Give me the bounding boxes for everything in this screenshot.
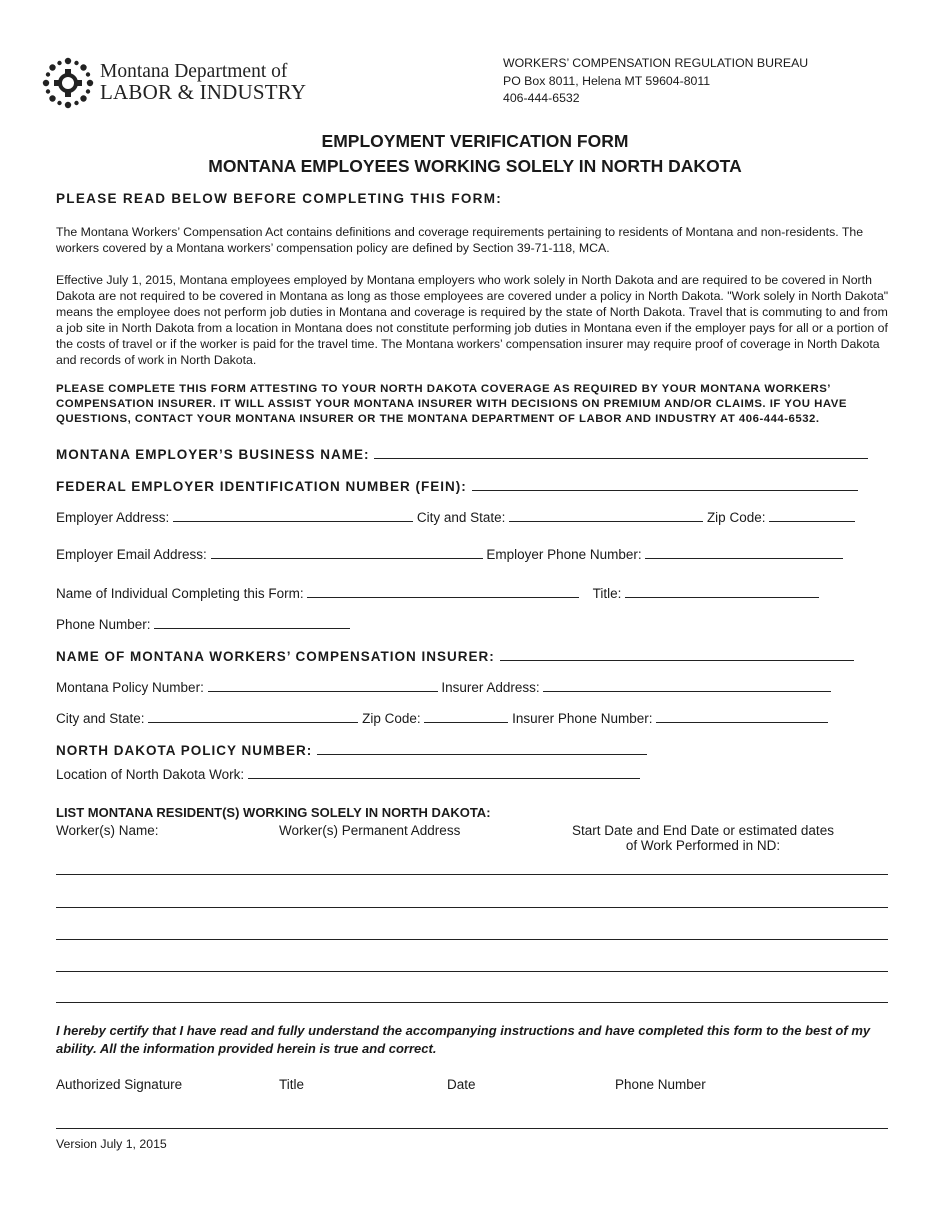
individual-title-field[interactable] (625, 585, 819, 598)
employer-address-row (56, 509, 855, 525)
nd-policy-row (56, 742, 647, 758)
sig-label-date: Date (447, 1077, 476, 1092)
business-name-row (56, 446, 868, 462)
insurer-name-field[interactable] (500, 648, 854, 661)
nd-location-label: Location of North Dakota Work: (56, 767, 245, 782)
insurer-zip-label: Zip Code: (362, 711, 421, 726)
insurer-phone-label: Insurer Phone Number: (512, 711, 653, 726)
version-footer: Version July 1, 2015 (56, 1137, 167, 1151)
employer-phone-field[interactable] (645, 546, 843, 559)
employer-zip-field[interactable] (769, 509, 855, 522)
sig-label-authorized: Authorized Signature (56, 1077, 183, 1092)
nd-policy-label: NORTH DAKOTA POLICY NUMBER: (56, 743, 313, 758)
individual-title-label: Title: (592, 586, 622, 601)
employer-city-state-label: City and State: (416, 510, 506, 525)
sig-label-phone: Phone Number (615, 1077, 706, 1092)
mt-policy-field[interactable] (208, 679, 438, 692)
employer-email-field[interactable] (211, 546, 483, 559)
employer-phone-label: Employer Phone Number: (486, 547, 642, 562)
employer-address-label: Employer Address: (56, 510, 170, 525)
instructions-paragraph-2: Effective July 1, 2015, Montana employees employed by Montana employers who work solely in North Dakota and are required to be covered in North Dakota are not required to be covered in Montana as long as those employees are covered under a policy in North Dakota. "Work solely in North Dakota" means the employee does not perform job duties in Montana and coverage is required by the state of North Dakota. Travel that is commuting to and from a job site in North Dakota from a location in Montana does not constitute performing job duties in Montana even if the employer pays for all or a portion of the costs of travel or if the worker is paid for the travel time. The Montana workers’ compensation insurer may require proof of coverage in North Dakota and records of work in North Dakota. (56, 273, 889, 367)
col-work-dates (558, 823, 848, 853)
col-work-dates-line2: of Work Performed in ND: (625, 838, 781, 853)
individual-row (56, 585, 819, 601)
worker-entry-line[interactable] (56, 907, 888, 908)
individual-phone-row (56, 616, 350, 632)
business-name-field[interactable] (374, 446, 868, 459)
nd-location-row (56, 766, 640, 782)
insurer-location-row (56, 710, 828, 726)
bureau-contact-block (503, 55, 808, 108)
fein-field[interactable] (472, 478, 858, 491)
nd-policy-field[interactable] (317, 742, 647, 755)
fein-row (56, 478, 858, 494)
insurer-name-label: NAME OF MONTANA WORKERS’ COMPENSATION INSURER: (56, 649, 495, 664)
insurer-zip-field[interactable] (424, 710, 508, 723)
dli-logo-emblem-icon (40, 55, 96, 111)
instructions-notice: PLEASE COMPLETE THIS FORM ATTESTING TO YOUR NORTH DAKOTA COVERAGE AS REQUIRED BY YOUR MONTANA WORKERS’ COMPENSATION INSURER. IT WILL ASSIST YOUR MONTANA INSURER WITH DECISIONS ON PREMIUM AND/OR CLAIMS. IF YOU HAVE QUESTIONS, CONTACT YOUR MONTANA INSURER OR THE MONTANA DEPARTMENT OF LABOR AND INDUSTRY AT 406-444-6532. (56, 383, 847, 425)
employer-zip-label: Zip Code: (706, 510, 766, 525)
individual-phone-field[interactable] (154, 616, 350, 629)
employer-email-label: Employer Email Address: (56, 547, 207, 562)
worker-entry-line[interactable] (56, 874, 888, 875)
insurer-phone-field[interactable] (656, 710, 828, 723)
individual-name-label: Name of Individual Completing this Form: (56, 586, 304, 601)
insurer-address-label: Insurer Address: (441, 680, 540, 695)
instructions-paragraph-1: The Montana Workers’ Compensation Act contains definitions and coverage requirements pertaining to residents of Montana and non-residents. The workers covered by a Montana workers’ compensation policy are defined by Section 39-71-118, MCA. (56, 225, 864, 255)
bureau-phone: 406-444-6532 (503, 91, 580, 105)
certification-statement: I hereby certify that I have read and fully understand the accompanying instructions and have completed this form to the best of my ability. All the information provided herein is true and correct. (56, 1023, 871, 1056)
instructions-heading: PLEASE READ BELOW BEFORE COMPLETING THIS FORM: (56, 191, 503, 206)
form-subtitle: MONTANA EMPLOYEES WORKING SOLELY IN NORTH DAKOTA (208, 156, 742, 176)
col-worker-name: Worker(s) Name: (56, 823, 159, 838)
worker-entry-line[interactable] (56, 939, 888, 940)
bureau-name: WORKERS’ COMPENSATION REGULATION BUREAU (503, 56, 809, 70)
insurer-city-state-field[interactable] (148, 710, 358, 723)
employer-contact-row (56, 546, 843, 562)
worker-entry-line[interactable] (56, 971, 888, 972)
worker-entry-line[interactable] (56, 1002, 888, 1003)
business-name-label: MONTANA EMPLOYER’S BUSINESS NAME: (56, 447, 370, 462)
individual-name-field[interactable] (307, 585, 579, 598)
employer-address-field[interactable] (173, 509, 413, 522)
col-worker-address: Worker(s) Permanent Address (279, 823, 461, 838)
insurer-city-state-label: City and State: (56, 711, 145, 726)
insurer-address-field[interactable] (543, 679, 831, 692)
sig-label-title: Title (279, 1077, 305, 1092)
fein-label: FEDERAL EMPLOYER IDENTIFICATION NUMBER (FEIN): (56, 479, 467, 494)
logo-text-line2: LABOR & INDUSTRY (100, 80, 307, 104)
mt-policy-label: Montana Policy Number: (56, 680, 204, 695)
mt-policy-row (56, 679, 831, 695)
individual-phone-label: Phone Number: (56, 617, 151, 632)
col-work-dates-line1: Start Date and End Date or estimated dates (572, 823, 834, 838)
bureau-address: PO Box 8011, Helena MT 59604-8011 (503, 73, 711, 88)
form-title: EMPLOYMENT VERIFICATION FORM (321, 131, 629, 151)
signature-line[interactable] (56, 1128, 888, 1129)
logo-text-line1: Montana Department of (100, 61, 288, 82)
employer-city-state-field[interactable] (509, 509, 703, 522)
nd-location-field[interactable] (248, 766, 640, 779)
workers-list-heading: LIST MONTANA RESIDENT(S) WORKING SOLELY IN NORTH DAKOTA: (56, 805, 491, 820)
insurer-name-row (56, 648, 854, 664)
